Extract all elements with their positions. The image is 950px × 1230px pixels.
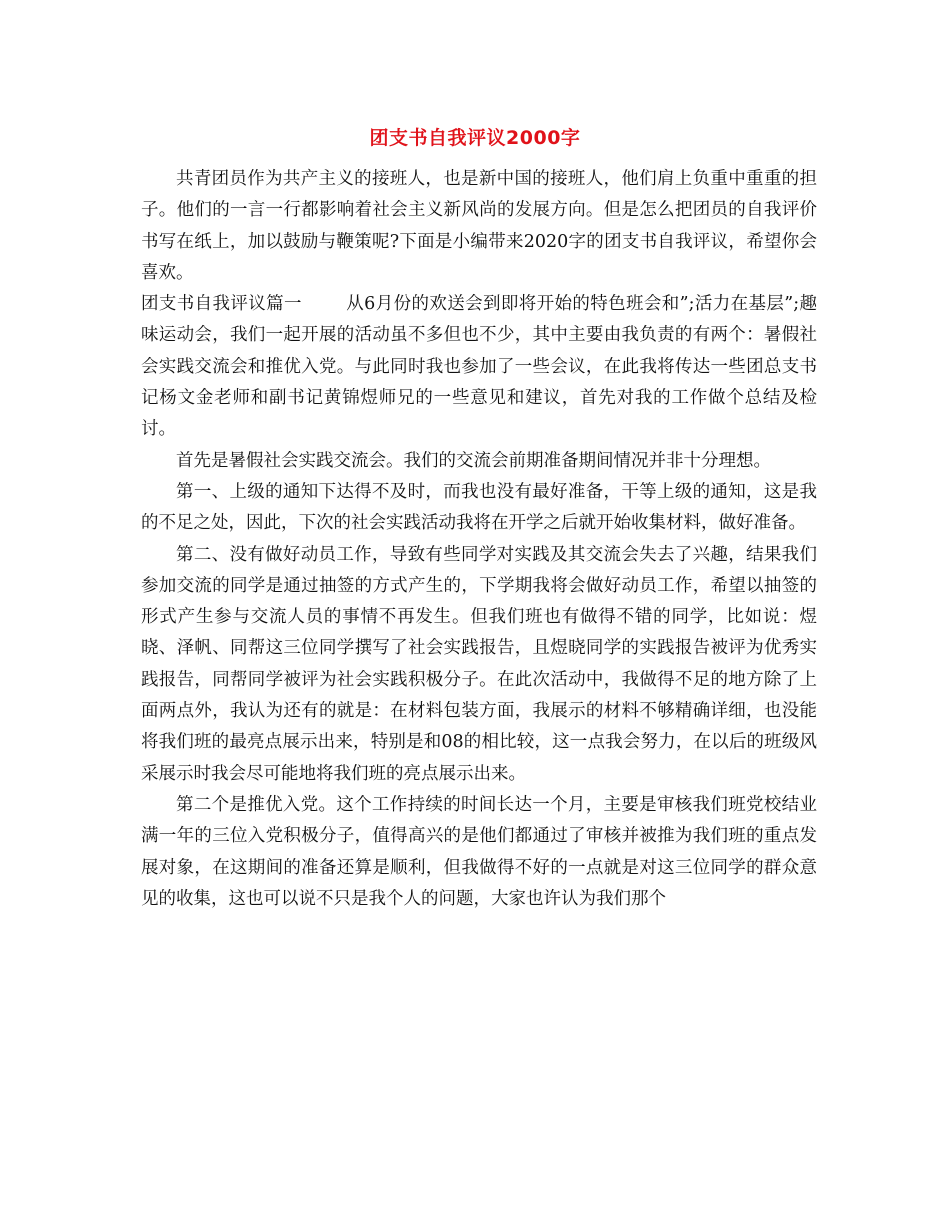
section-heading: 团支书自我评议篇一 <box>141 294 302 315</box>
paragraph-point-one: 第一、上级的通知下达得不及时，而我也没有最好准备，干等上级的通知，这是我的不足之处，因此，下次的社会实践活动我将在开学之后就开始收集材料，做好准备。 <box>141 481 817 534</box>
paragraph-section-one <box>141 289 817 445</box>
document-title: 团支书自我评议2000字 <box>369 127 581 149</box>
section-one-body: 从6月份的欢送会到即将开始的特色班会和”;活力在基层”;趣味运动会，我们一起开展的活动虽不多但也不少，其中主要由我负责的有两个：暑假社会实践交流会和推优入党。与此同时我也参加了一些会议，在此我将传达一些团总支书记杨文金老师和副书记黄锦煜师兄的一些意见和建议，首先对我的工作做个总结及检讨。 <box>141 294 817 440</box>
document-body <box>141 164 817 915</box>
paragraph-point-two: 第二、没有做好动员工作，导致有些同学对实践及其交流会失去了兴趣，结果我们参加交流的同学是通过抽签的方式产生的，下学期我将会做好动员工作，希望以抽签的形式产生参与交流人员的事情不再发生。但我们班也有做得不错的同学，比如说：煜晓、泽帆、同帮这三位同学撰写了社会实践报告，且煜晓同学的实践报告被评为优秀实践报告，同帮同学被评为社会实践积极分子。在此次活动中，我做得不足的地方除了上面两点外，我认为还有的就是：在材料包装方面，我展示的材料不够精确详细，也没能将我们班的最亮点展示出来，特别是和08的相比较，这一点我会努力，在以后的班级风采展示时我会尽可能地将我们班的亮点展示出来。 <box>141 544 817 784</box>
paragraph-intro: 共青团员作为共产主义的接班人，也是新中国的接班人，他们肩上负重中重重的担子。他们的一言一行都影响着社会主义新风尚的发展方向。但是怎么把团员的自我评价书写在纸上，加以鼓励与鞭策呢?下面是小编带来2020字的团支书自我评议，希望你会喜欢。 <box>141 169 817 283</box>
paragraph-party-recommendation: 第二个是推优入党。这个工作持续的时间长达一个月，主要是审核我们班党校结业满一年的三位入党积极分子，值得高兴的是他们都通过了审核并被推为我们班的重点发展对象，在这期间的准备还算是顺利，但我做得不好的一点就是对这三位同学的群众意见的收集，这也可以说不只是我个人的问题，大家也许认为我们那个 <box>141 794 817 909</box>
paragraph-summer-practice: 首先是暑假社会实践交流会。我们的交流会前期准备期间情况并非十分理想。 <box>176 450 771 471</box>
